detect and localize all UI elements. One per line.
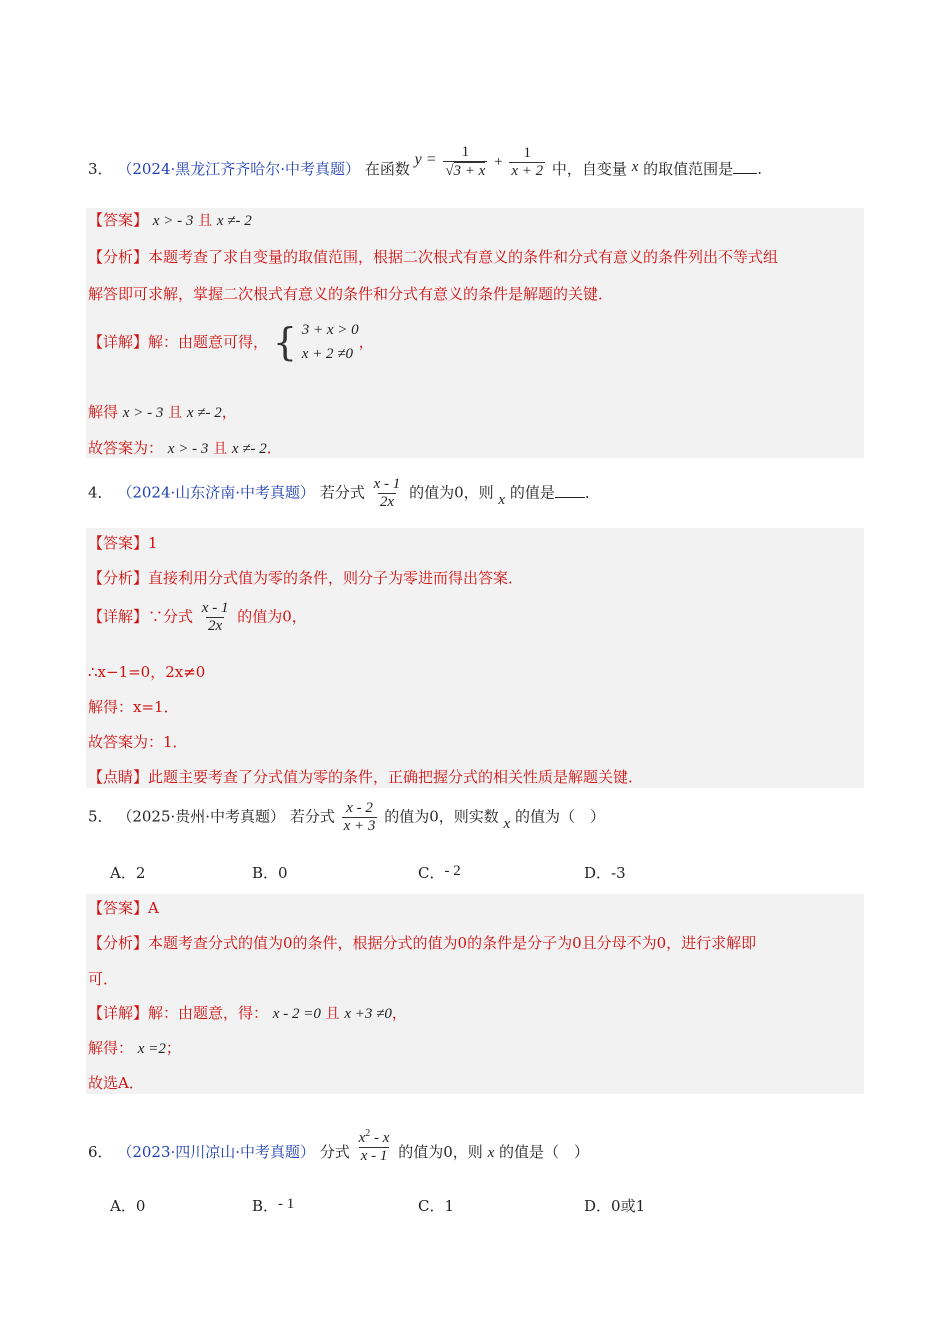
analysis-3-line-2: 解答即可求解，掌握二次根式有意义的条件和分式有意义的条件是解题的关键． (88, 285, 614, 303)
final-5: 故选A． (88, 1074, 144, 1092)
analysis-3-line-1: 【分析】本题考查了求自变量的取值范围，根据二次根式有意义的条件和分式有意义的条件列出不等式组 (88, 248, 779, 266)
option-b[interactable]: B．0 (252, 864, 288, 882)
fraction: $\frac{x - 2}{x + 3}$ (343, 800, 376, 834)
fraction: $\frac{x - 1}{2x}$ (373, 476, 401, 510)
solve-5: 解得： x =2； (88, 1039, 181, 1057)
fraction-2: $\frac{1}{x + 2}$ (511, 144, 544, 179)
option-a[interactable]: A．0 (110, 1197, 146, 1215)
inequality-system: 3 + x > 0 x + 2 ≠0 (301, 322, 359, 362)
option-c[interactable]: C．- 2 (418, 863, 461, 882)
solve-3: 解得 x > - 3 且 x ≠- 2， (88, 403, 237, 421)
final-3: 故答案为： x > - 3 且 x ≠- 2． (88, 439, 282, 457)
fraction: $\frac{x^2 - x}{x - 1}$ (358, 1128, 390, 1164)
option-b[interactable]: B．- 1 (252, 1196, 295, 1215)
question-4: 4． （2024·山东济南·中考真题） 若分式 $\frac{x - 1}{2x}$ 的值为0，则 x 的值是 ． (88, 476, 600, 510)
detail-5: 【详解】解：由题意，得： x - 2 =0 且 x +3 ≠0， (88, 1004, 407, 1022)
question-source: （2024·黑龙江齐齐哈尔·中考真题） (117, 160, 361, 178)
solve-4: 解得：x=1． (88, 698, 179, 716)
analysis-4: 【分析】直接利用分式值为零的条件，则分子为零进而得出答案． (88, 569, 524, 587)
function-y: y = (414, 151, 437, 168)
option-a[interactable]: A．2 (110, 864, 146, 882)
option-c[interactable]: C．1 (418, 1197, 455, 1215)
question-6: 6． （2023·四川凉山·中考真题） 分式 $\frac{x^2 - x}{x - 1}$ 的值为0，则 x 的值是（ ） (88, 1133, 589, 1173)
system-brace: { (272, 320, 297, 364)
question-text: 在函数 (364, 160, 410, 178)
analysis-5-line-2: 可． (88, 970, 119, 988)
option-d[interactable]: D．0或1 (584, 1197, 646, 1215)
question-3: 3． （2024·黑龙江齐齐哈尔·中考真题） 在函数 y = $\frac{1}{√3 + x}$ + $\frac{1}{x + 2}$ 中，自变量 x 的取值范围是 . (88, 144, 762, 179)
answer-blank (733, 159, 757, 174)
detail-3: 【详解】解：由题意可得， { 3 + x > 0 x + 2 ≠0 ， (88, 320, 374, 364)
answer-5: 【答案】A (88, 899, 159, 917)
fraction: $\frac{x - 1}{2x}$ (201, 600, 229, 634)
answer-blank (555, 483, 585, 498)
answer-4: 【答案】1 (88, 534, 158, 552)
answer-3: 【答案】 x > - 3 且 x ≠- 2 (88, 211, 252, 229)
answer-box-5 (86, 894, 864, 1094)
analysis-5-line-1: 【分析】本题考查分式的值为0的条件，根据分式的值为0的条件是分子为0且分母不为0，进行求解即 (88, 934, 757, 952)
answer-box-4 (86, 528, 864, 788)
option-d[interactable]: D．-3 (584, 864, 626, 882)
final-4: 故答案为：1． (88, 733, 188, 751)
comment-4: 【点睛】此题主要考查了分式值为零的条件，正确把握分式的相关性质是解题关键． (88, 768, 644, 786)
derive-4: ∴x−1=0，2x≠0 (88, 663, 206, 681)
fraction-1: $\frac{1}{√3 + x}$ (445, 144, 486, 179)
question-number: 3． (88, 160, 113, 178)
detail-4: 【详解】∵分式 $\frac{x - 1}{2x}$ 的值为0， (88, 600, 307, 634)
question-5: 5． （2025·贵州·中考真题） 若分式 $\frac{x - 2}{x + 3}$ 的值为0，则实数 x 的值为（ ） (88, 800, 605, 834)
